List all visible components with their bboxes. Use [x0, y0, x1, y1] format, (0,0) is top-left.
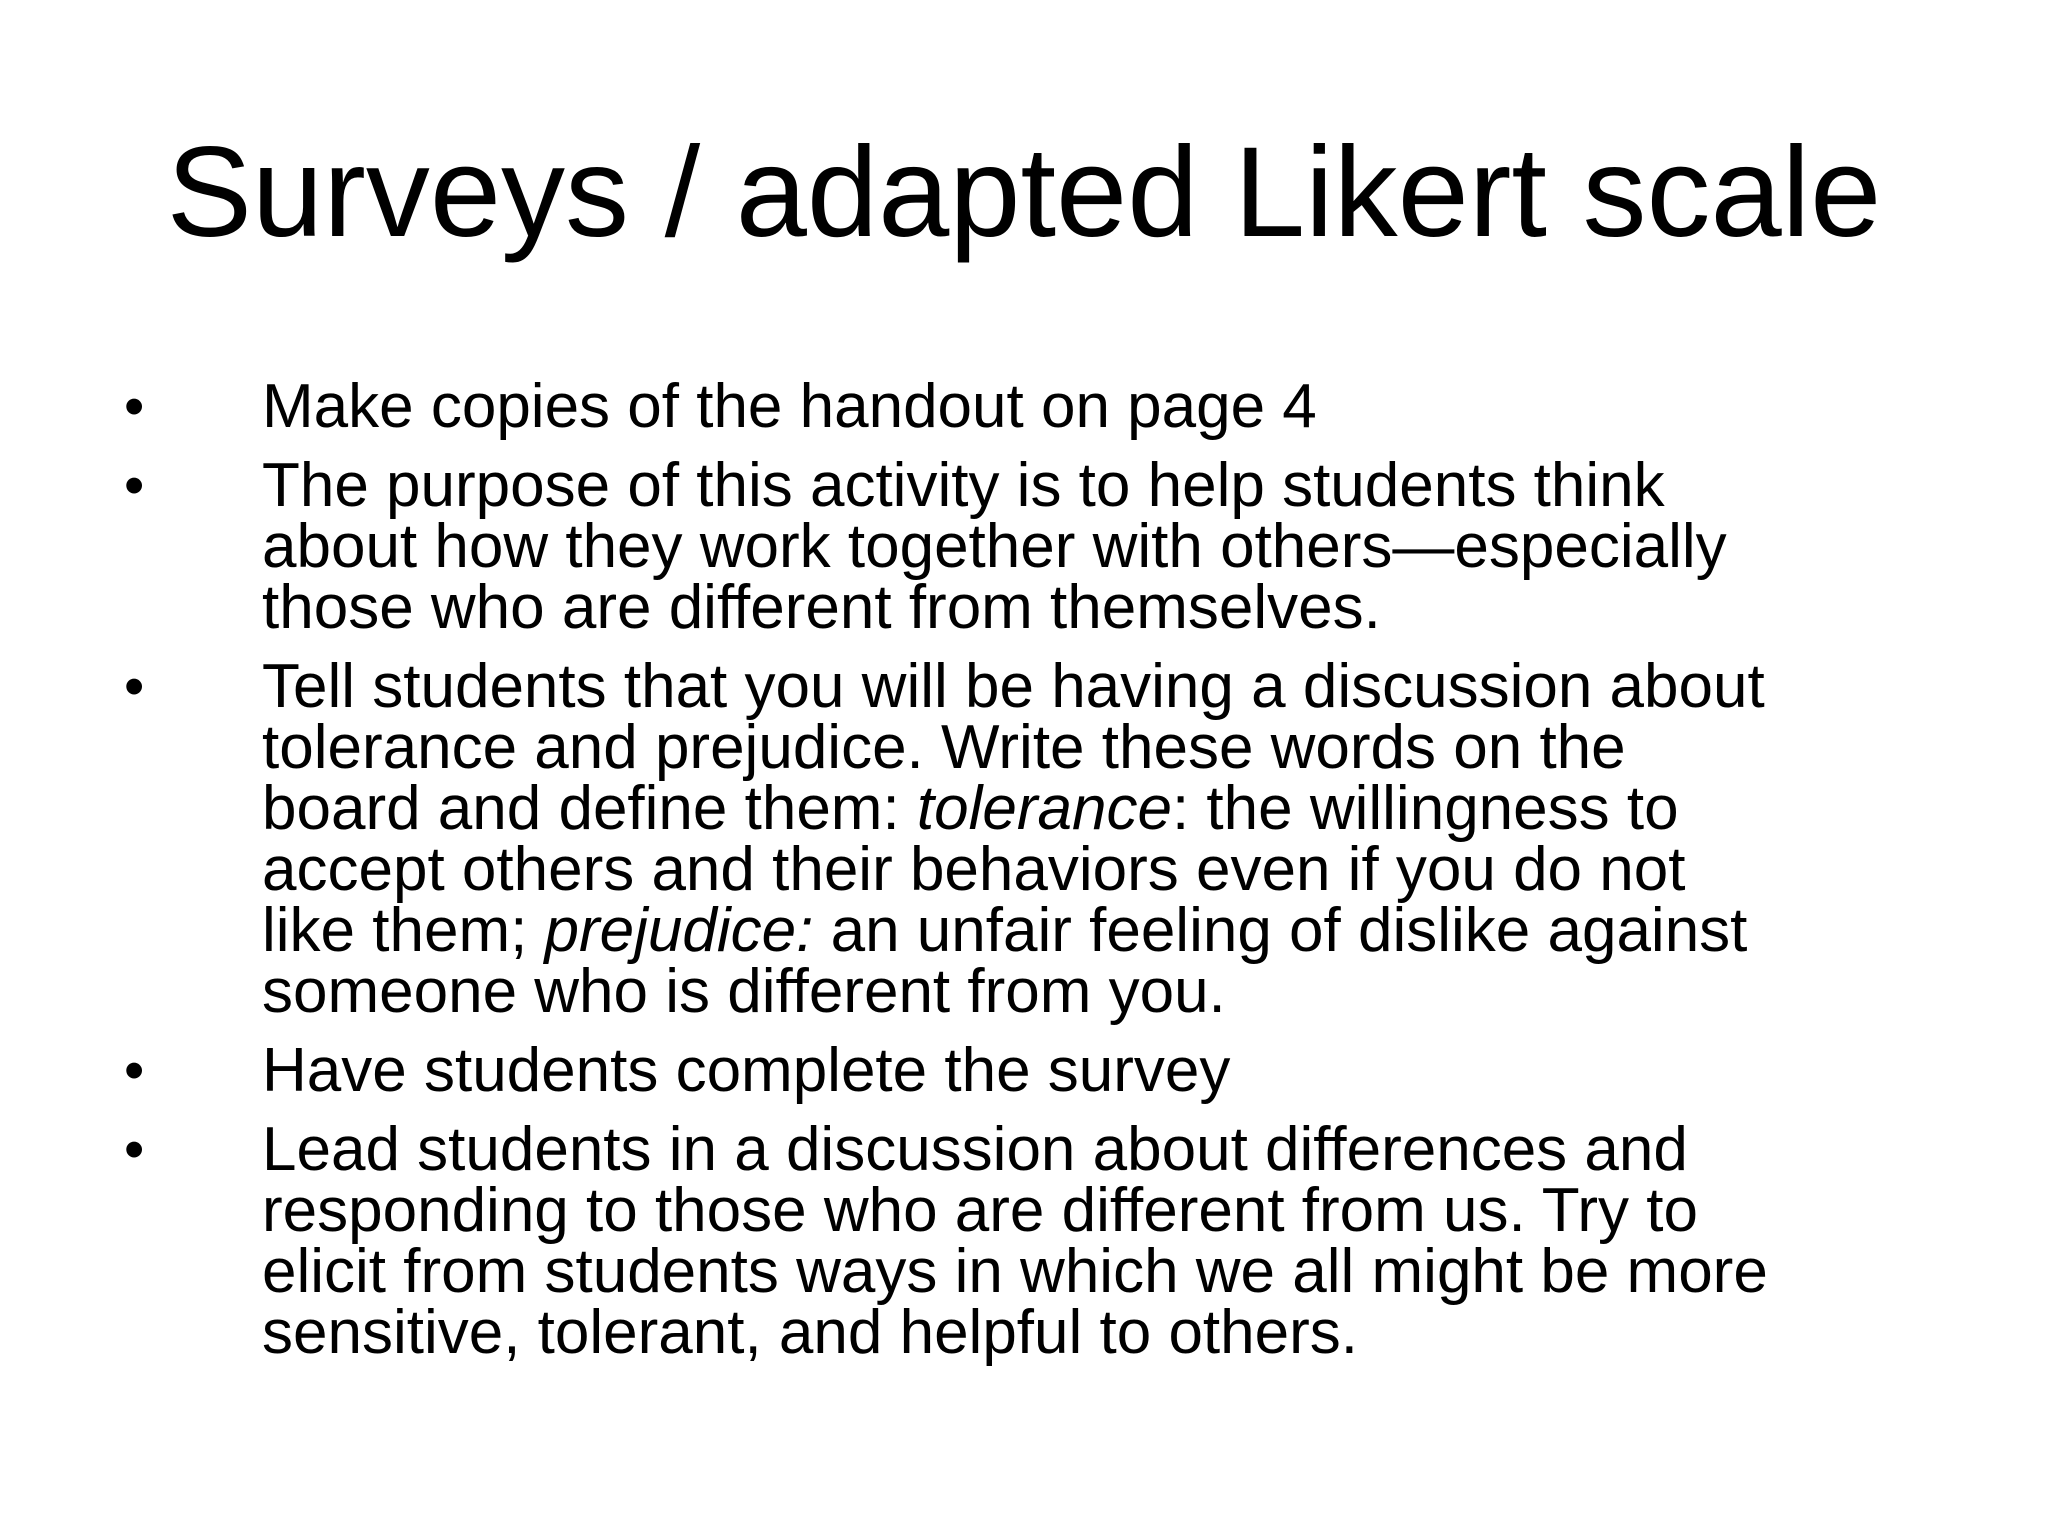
text-line: sensitive, tolerant, and helpful to others. [262, 1298, 1358, 1367]
text-line [262, 896, 2022, 965]
bullet-item [0, 1036, 2048, 1105]
text-segment: board and define them: [262, 774, 917, 843]
bullet-text [262, 1115, 2022, 1367]
text-line: Lead students in a discussion about differences and [262, 1115, 1688, 1184]
bullet-dot-icon: • [124, 1038, 145, 1103]
text-segment: like them; [262, 896, 545, 965]
bullet-item [0, 1115, 2048, 1367]
slide-title: Surveys / adapted Likert scale [166, 121, 1882, 264]
text-line: accept others and their behaviors even if you do not [262, 835, 1686, 904]
text-line: Have students complete the survey [262, 1036, 1231, 1105]
bullet-text [262, 1036, 2022, 1105]
text-line: responding to those who are different from us. Try to [262, 1176, 1698, 1245]
text-line: about how they work together with others—especially [262, 512, 1727, 581]
bullet-dot-icon: • [124, 374, 145, 439]
text-line: Tell students that you will be having a discussion about [262, 652, 1765, 721]
bullet-text [262, 652, 2022, 1026]
text-line: elicit from students ways in which we all might be more [262, 1237, 1768, 1306]
bullet-text [262, 372, 2022, 441]
bullet-dot-icon: • [124, 654, 145, 719]
bullet-text [262, 451, 2022, 642]
text-line: Make copies of the handout on page 4 [262, 372, 1317, 441]
bullet-item [0, 372, 2048, 441]
bullet-dot-icon: • [124, 1117, 145, 1182]
bullet-item [0, 652, 2048, 1026]
text-segment: an unfair feeling of dislike against [813, 896, 1748, 965]
text-line: tolerance and prejudice. Write these words on the [262, 713, 1626, 782]
text-line: someone who is different from you. [262, 957, 1226, 1026]
text-line: those who are different from themselves. [262, 573, 1381, 642]
term-tolerance: tolerance [916, 774, 1172, 843]
bullet-item [0, 451, 2048, 642]
text-line: The purpose of this activity is to help students think [262, 451, 1665, 520]
bullet-dot-icon: • [124, 453, 145, 518]
term-prejudice: prejudice: [544, 896, 814, 965]
text-segment: : the willingness to [1171, 774, 1679, 843]
bullet-list [0, 372, 2048, 1381]
text-line [262, 774, 2022, 843]
